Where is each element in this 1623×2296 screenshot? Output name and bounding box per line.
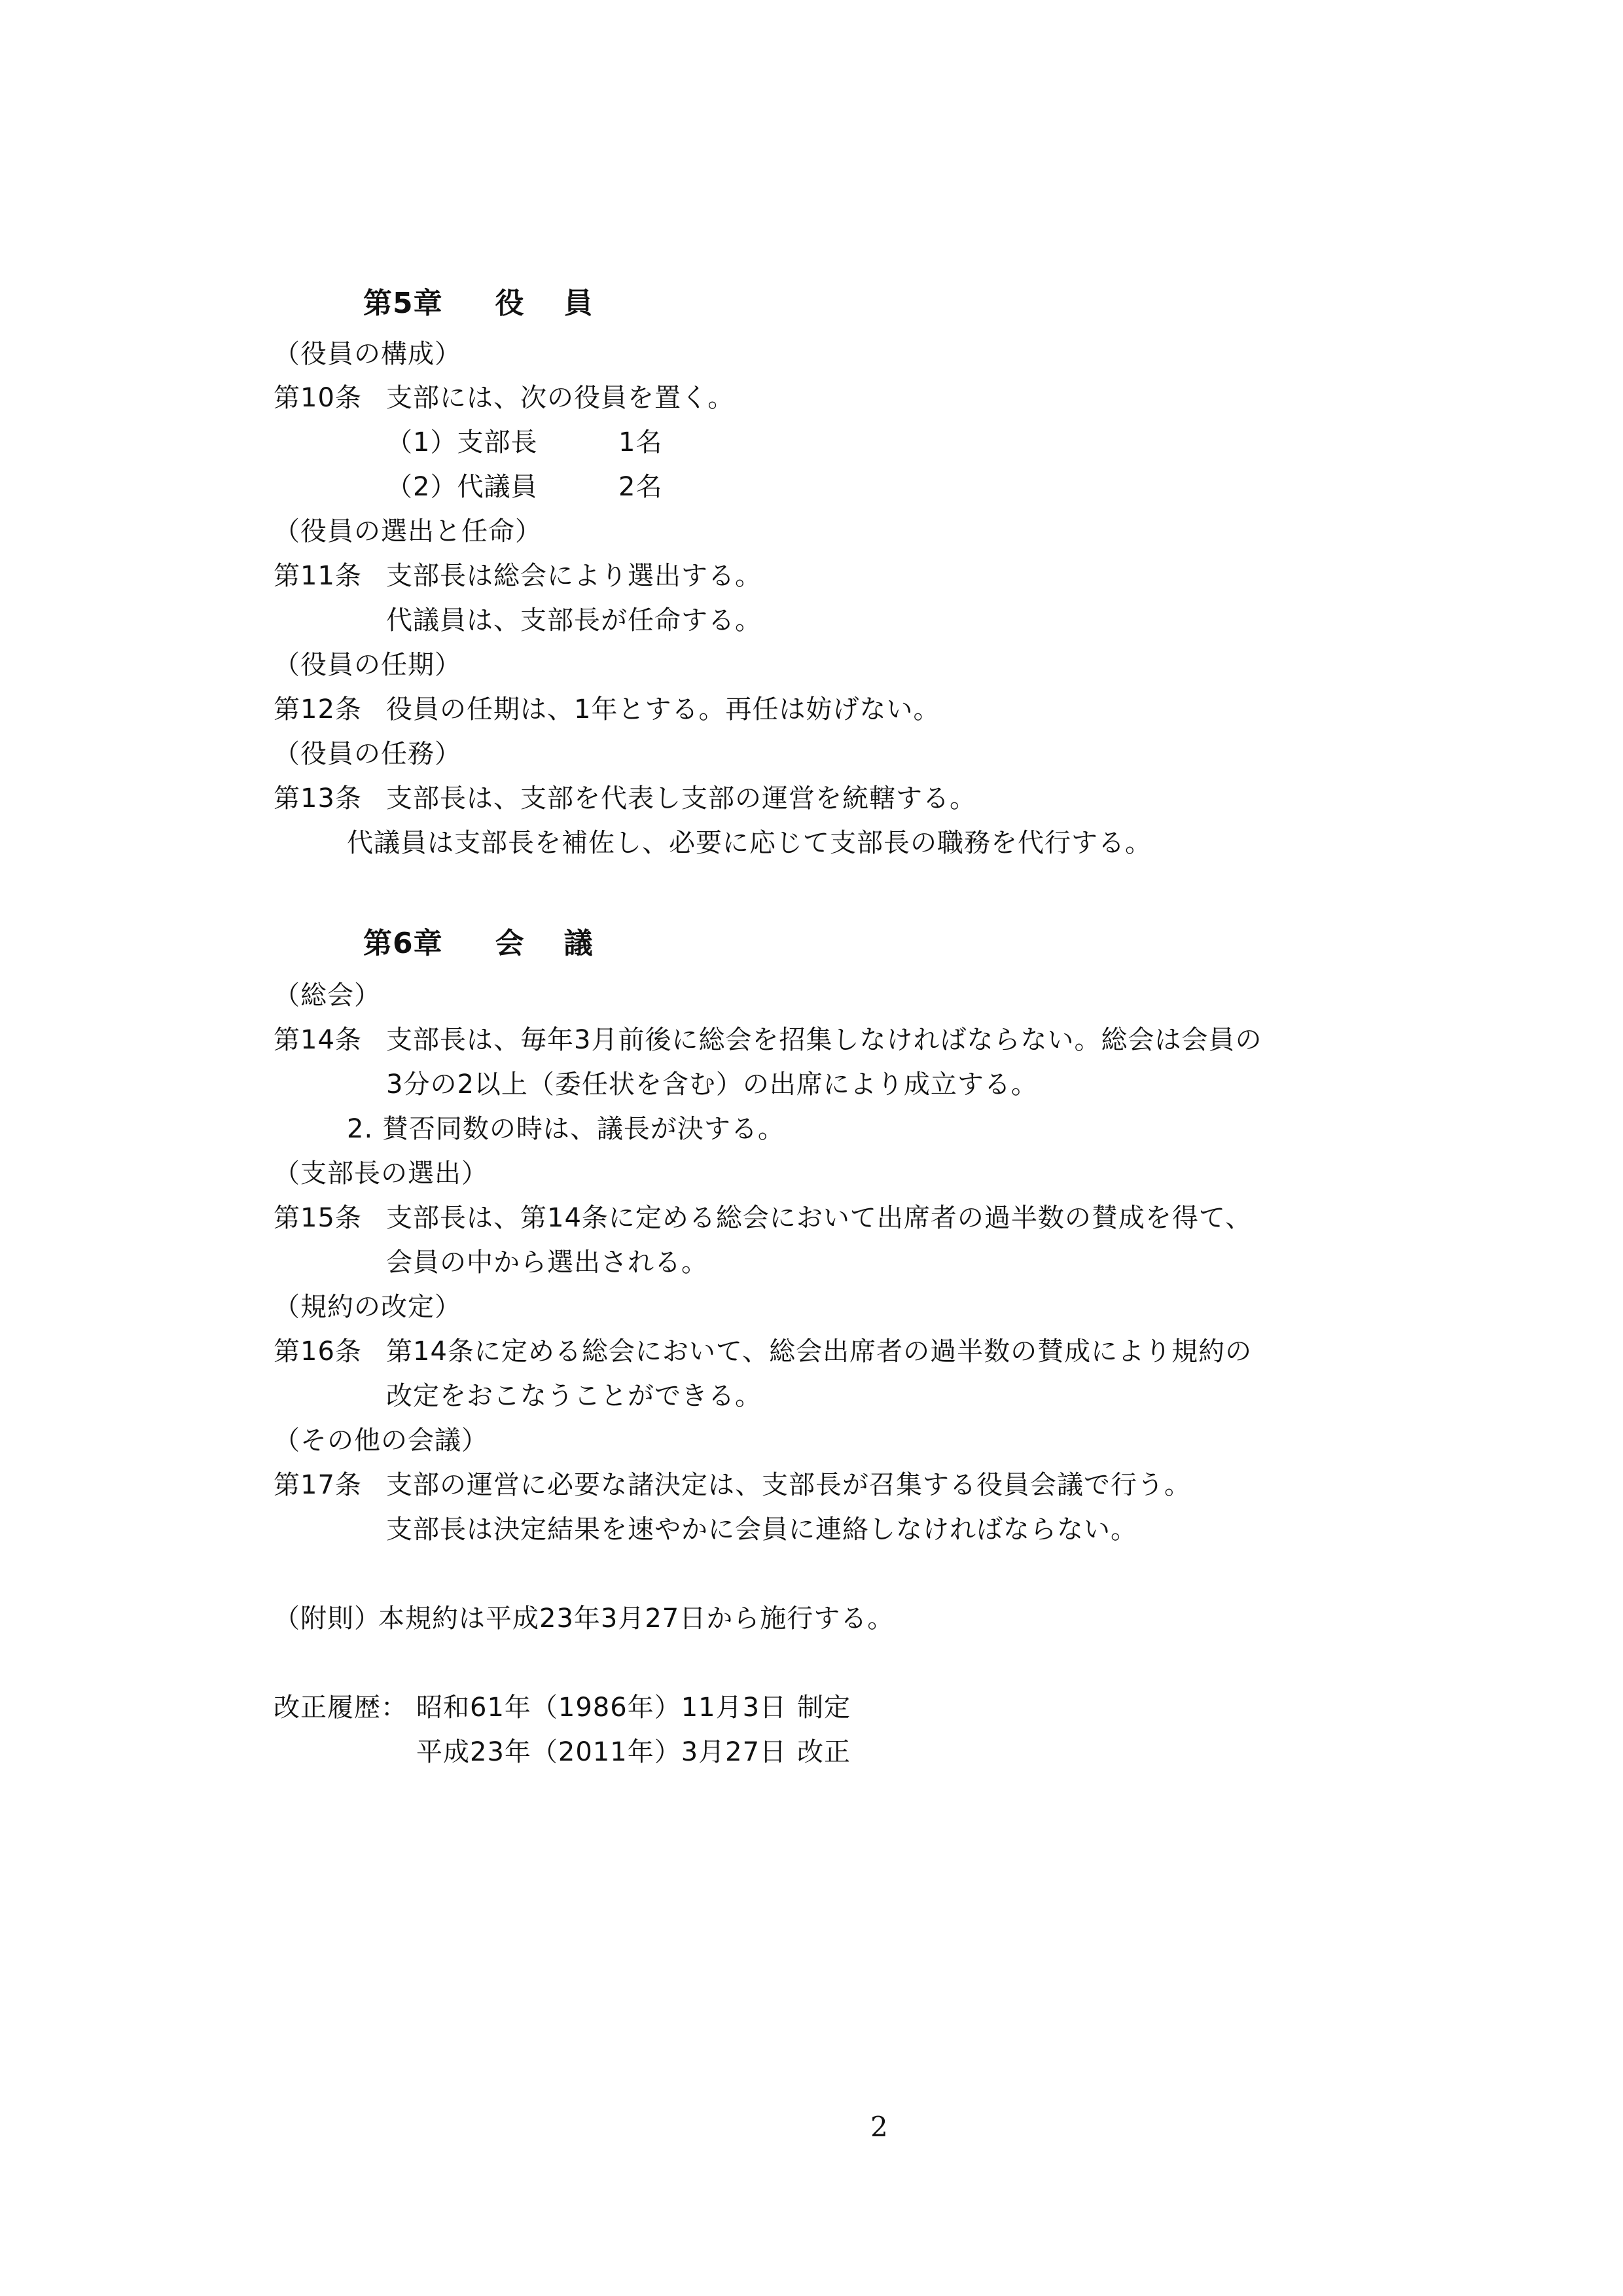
page-number: 2 xyxy=(870,2111,888,2143)
article-15-text: 支部長は、第14条に定める総会において出席者の過半数の賛成を得て、 xyxy=(386,1203,1253,1233)
section-heading: （総会） xyxy=(274,980,381,1011)
chapter-5-title-char-2: 員 xyxy=(563,287,594,320)
article-10-no: 第10条 xyxy=(274,383,362,413)
history-date: 平成23年（2011年）3月27日 xyxy=(416,1737,787,1767)
chapter-5-number: 第5章 xyxy=(363,287,443,320)
article-17-no: 第17条 xyxy=(274,1470,362,1500)
article-14-text: 支部長は、毎年3月前後に総会を招集しなければならない。総会は会員の xyxy=(386,1025,1262,1055)
article-16-text: 改定をおこなうことができる。 xyxy=(386,1381,762,1411)
history-label: 改正履歴： xyxy=(274,1693,408,1723)
officer-item-label: （1）支部長 xyxy=(386,427,538,457)
article-15-no: 第15条 xyxy=(274,1203,362,1233)
history-date: 昭和61年（1986年）11月3日 xyxy=(416,1693,787,1723)
article-11-no: 第11条 xyxy=(274,561,362,591)
article-13-text: 支部長は、支部を代表し支部の運営を統轄する。 xyxy=(386,783,976,814)
chapter-6-title-char-2: 議 xyxy=(563,927,594,960)
supplementary-text: 本規約は平成23年3月27日から施行する。 xyxy=(378,1604,895,1634)
article-16-no: 第16条 xyxy=(274,1336,362,1367)
article-17-text: 支部の運営に必要な諸決定は、支部長が召集する役員会議で行う。 xyxy=(386,1470,1191,1500)
chapter-6-number: 第6章 xyxy=(363,927,443,960)
section-heading: （役員の任期） xyxy=(274,650,461,680)
article-11-text: 代議員は、支部長が任命する。 xyxy=(386,605,762,636)
article-13-text: 代議員は支部長を補佐し、必要に応じて支部長の職務を代行する。 xyxy=(347,828,1152,858)
article-14-clause-2: 2. 賛否同数の時は、議長が決する。 xyxy=(347,1114,785,1144)
chapter-6-heading xyxy=(363,928,594,960)
section-heading: （その他の会議） xyxy=(274,1426,488,1456)
section-heading: （規約の改定） xyxy=(274,1292,461,1322)
section-heading: （役員の任務） xyxy=(274,739,461,769)
article-17-text: 支部長は決定結果を速やかに会員に連絡しなければならない。 xyxy=(386,1515,1137,1545)
history-action: 改正 xyxy=(797,1737,851,1767)
article-14-no: 第14条 xyxy=(274,1025,362,1055)
article-12-text: 役員の任期は、1年とする。再任は妨げない。 xyxy=(386,694,940,725)
history-action: 制定 xyxy=(797,1693,851,1723)
article-13-no: 第13条 xyxy=(274,783,362,814)
article-10-text: 支部には、次の役員を置く。 xyxy=(386,383,735,413)
chapter-6-title-char-1: 会 xyxy=(495,927,525,960)
supplementary-label: （附則） xyxy=(274,1604,381,1634)
officer-item-count: 2名 xyxy=(618,472,663,502)
article-14-text: 3分の2以上（委任状を含む）の出席により成立する。 xyxy=(386,1069,1038,1100)
section-heading: （役員の選出と任命） xyxy=(274,516,542,547)
chapter-5-heading xyxy=(363,288,594,319)
officer-item-count: 1名 xyxy=(618,427,663,457)
section-heading: （支部長の選出） xyxy=(274,1158,488,1189)
article-11-text: 支部長は総会により選出する。 xyxy=(386,561,762,591)
officer-item-label: （2）代議員 xyxy=(386,472,538,502)
article-15-text: 会員の中から選出される。 xyxy=(386,1247,708,1278)
section-heading: （役員の構成） xyxy=(274,339,461,369)
chapter-5-title-char-1: 役 xyxy=(495,287,525,320)
article-16-text: 第14条に定める総会において、総会出席者の過半数の賛成により規約の xyxy=(386,1336,1253,1367)
article-12-no: 第12条 xyxy=(274,694,362,725)
